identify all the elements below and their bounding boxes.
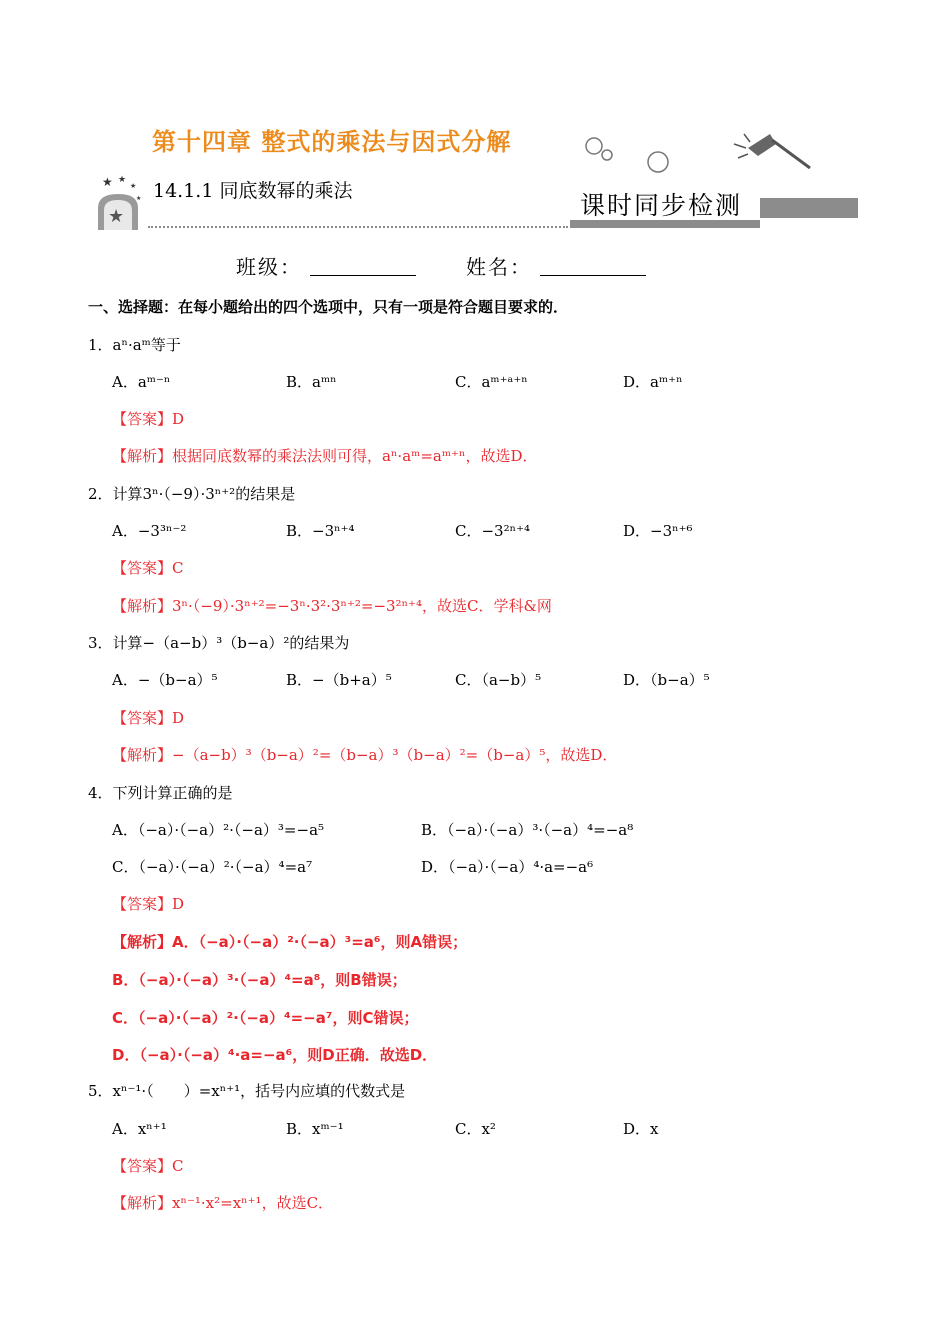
header-bar-right	[760, 198, 858, 218]
question-4-option-d: D．（−a）·（−a）⁴·a=−a⁶	[421, 858, 594, 876]
question-3-option-a: A．−（b−a）⁵	[112, 671, 218, 689]
header-rule	[148, 226, 568, 228]
question-2-analysis: 【解析】3ⁿ·（−9）·3ⁿ⁺²=−3ⁿ·3²·3ⁿ⁺²=−3²ⁿ⁺⁴，故选C．学科&网	[112, 597, 552, 615]
class-field: 班级：	[236, 251, 416, 280]
question-5-option-d: D．x	[623, 1120, 659, 1138]
name-blank[interactable]	[540, 257, 646, 276]
question-1-stem: 1．aⁿ·aᵐ等于	[88, 336, 181, 354]
question-4-answer: 【答案】D	[112, 895, 185, 913]
lamp-decoration-icon	[580, 128, 820, 188]
svg-text:★: ★	[136, 195, 142, 202]
question-1-analysis: 【解析】根据同底数幂的乘法法则可得，aⁿ·aᵐ=aᵐ⁺ⁿ，故选D．	[112, 447, 538, 465]
question-2-option-d: D．−3ⁿ⁺⁶	[623, 522, 693, 540]
question-3-option-b: B．−（b+a）⁵	[286, 671, 392, 689]
svg-text:★: ★	[130, 182, 137, 190]
header-bar-bottom	[570, 220, 760, 228]
question-5-option-c: C．x²	[455, 1120, 496, 1138]
question-3-analysis: 【解析】−（a−b）³（b−a）²=（b−a）³（b−a）²=（b−a）⁵，故选D．	[112, 746, 618, 764]
svg-text:★: ★	[108, 206, 125, 227]
question-3-answer: 【答案】D	[112, 709, 185, 727]
question-4-stem: 4．下列计算正确的是	[88, 784, 233, 802]
question-1-answer: 【答案】D	[112, 410, 185, 428]
question-4-analysis-line-4: D．（−a）·（−a）⁴·a=−a⁶，则D正确．故选D．	[112, 1046, 438, 1064]
question-4-analysis-line-3: C．（−a）·（−a）²·（−a）⁴=−a⁷，则C错误；	[112, 1009, 419, 1027]
question-1-option-d: D．aᵐ⁺ⁿ	[623, 373, 683, 391]
question-1-option-a: A．aᵐ⁻ⁿ	[112, 373, 171, 391]
question-5-answer: 【答案】C	[112, 1157, 184, 1175]
question-5-option-a: A．xⁿ⁺¹	[112, 1120, 167, 1138]
question-5-stem: 5．xⁿ⁻¹·（ ）=xⁿ⁺¹，括号内应填的代数式是	[88, 1082, 406, 1100]
question-2-answer: 【答案】C	[112, 559, 184, 577]
question-4-analysis-line-1: 【解析】A．（−a）·（−a）²·（−a）³=a⁶，则A错误；	[112, 933, 468, 951]
question-4-analysis-line-2: B．（−a）·（−a）³·（−a）⁴=a⁸，则B错误；	[112, 971, 407, 989]
svg-text:★: ★	[118, 175, 127, 185]
question-4-option-a: A．（−a）·（−a）²·（−a）³=−a⁵	[112, 821, 325, 839]
question-1-option-c: C．aᵐ⁺ᵃ⁺ⁿ	[455, 373, 528, 391]
svg-text:★: ★	[102, 175, 113, 189]
question-3-stem: 3．计算−（a−b）³（b−a）²的结果为	[88, 634, 350, 652]
section-title: 14.1.1 同底数幂的乘法	[153, 180, 353, 202]
star-badge-icon	[92, 172, 152, 232]
question-4-option-c: C．（−a）·（−a）²·（−a）⁴=a⁷	[112, 858, 313, 876]
class-blank[interactable]	[310, 257, 416, 276]
sync-title: 课时同步检测	[580, 191, 743, 220]
question-2-option-a: A．−3³ⁿ⁻²	[112, 522, 187, 540]
question-4-option-b: B．（−a）·（−a）³·（−a）⁴=−a⁸	[421, 821, 634, 839]
question-5-analysis: 【解析】xⁿ⁻¹·x²=xⁿ⁺¹，故选C．	[112, 1194, 334, 1212]
question-3-option-d: D．（b−a）⁵	[623, 671, 710, 689]
question-5-option-b: B．xᵐ⁻¹	[286, 1120, 344, 1138]
section-heading: 一、选择题：在每小题给出的四个选项中，只有一项是符合题目要求的．	[88, 298, 569, 316]
question-2-option-b: B．−3ⁿ⁺⁴	[286, 522, 355, 540]
question-2-option-c: C．−3²ⁿ⁺⁴	[455, 522, 531, 540]
question-3-option-c: C．（a−b）⁵	[455, 671, 542, 689]
name-field: 姓名：	[466, 251, 646, 280]
question-2-stem: 2．计算3ⁿ·（−9）·3ⁿ⁺²的结果是	[88, 485, 296, 503]
question-1-option-b: B．aᵐⁿ	[286, 373, 337, 391]
chapter-title: 第十四章 整式的乘法与因式分解	[152, 128, 512, 156]
